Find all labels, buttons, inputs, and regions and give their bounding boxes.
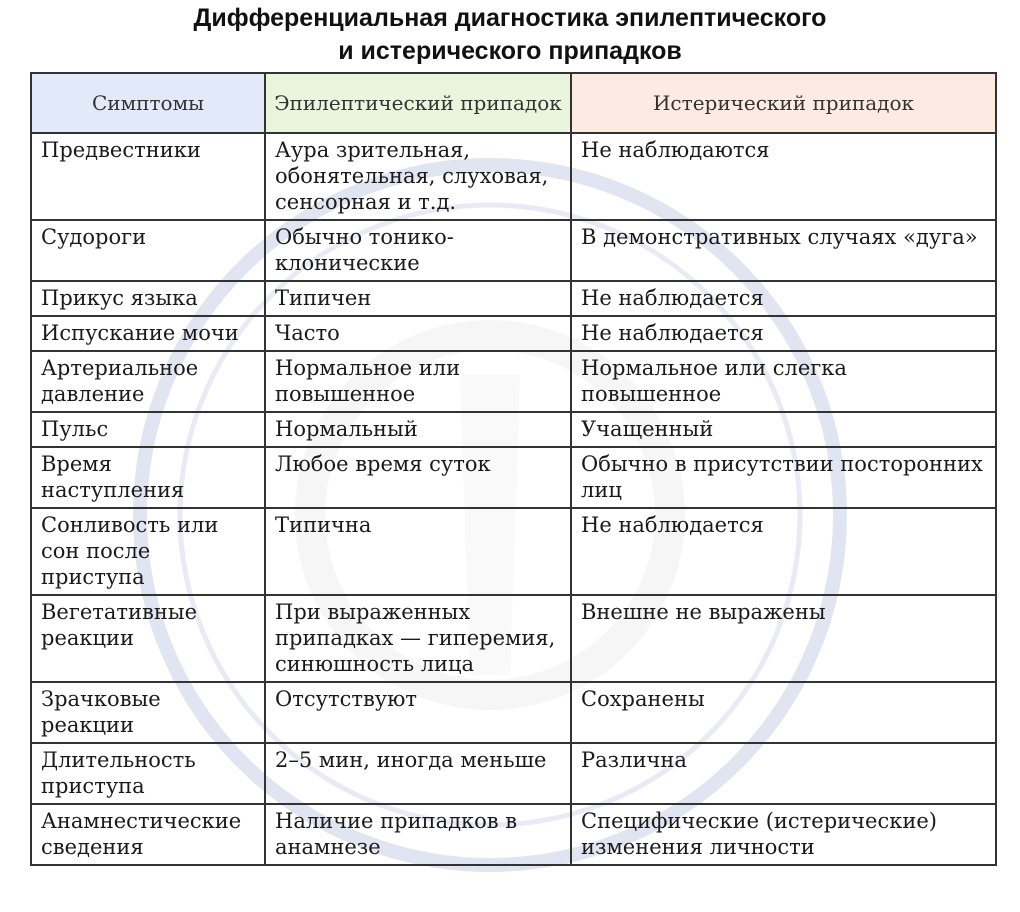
table-row [31,508,996,595]
table-row [31,281,996,316]
symptom-cell: Пульс [31,412,265,447]
table-row [31,804,996,865]
symptom-cell: Артериальное давление [31,351,265,412]
epileptic-cell: При выраженных припадках — гиперемия, синюшность лица [265,595,571,682]
hysterical-cell: Внешне не выражены [571,595,996,682]
hysterical-cell: Обычно в присутствии посторонних лиц [571,447,996,508]
epileptic-cell: Типичен [265,281,571,316]
table-row [31,316,996,351]
symptom-cell: Судороги [31,220,265,281]
table-row [31,447,996,508]
symptom-cell: Анамнестические сведения [31,804,265,865]
epileptic-cell: Типична [265,508,571,595]
epileptic-cell: Любое время суток [265,447,571,508]
page-title [0,2,1020,68]
hysterical-cell: Сохранены [571,682,996,743]
header-symptoms: Симптомы [31,73,265,133]
symptom-cell: Испускание мочи [31,316,265,351]
hysterical-cell: Не наблюдается [571,316,996,351]
hysterical-cell: Не наблюдается [571,281,996,316]
table-row [31,412,996,447]
symptom-cell: Вегетативные реакции [31,595,265,682]
symptom-cell: Зрачковые реакции [31,682,265,743]
hysterical-cell: Не наблюдаются [571,133,996,220]
epileptic-cell: Обычно тонико-клонические [265,220,571,281]
table-header-row [31,73,996,133]
hysterical-cell: В демонстративных случаях «дуга» [571,220,996,281]
symptom-cell: Прикус языка [31,281,265,316]
header-epileptic: Эпилептический припадок [265,73,571,133]
title-line-2: и истерического припадков [338,37,682,65]
hysterical-cell: Учащенный [571,412,996,447]
header-hysterical: Истерический припадок [571,73,996,133]
hysterical-cell: Различна [571,743,996,804]
symptom-cell: Предвестники [31,133,265,220]
hysterical-cell: Не наблюдается [571,508,996,595]
table-row [31,220,996,281]
epileptic-cell: Аура зрительная, обонятельная, слуховая, сенсорная и т.д. [265,133,571,220]
epileptic-cell: Часто [265,316,571,351]
hysterical-cell: Специфические (истерические) изменения личности [571,804,996,865]
table-row [31,595,996,682]
epileptic-cell: Нормальный [265,412,571,447]
epileptic-cell: 2–5 мин, иногда меньше [265,743,571,804]
table-row [31,351,996,412]
symptom-cell: Сонливость или сон после приступа [31,508,265,595]
epileptic-cell: Наличие припадков в анамнезе [265,804,571,865]
epileptic-cell: Отсутствуют [265,682,571,743]
epileptic-cell: Нормальное или повышенное [265,351,571,412]
symptom-cell: Длительность приступа [31,743,265,804]
table-row [31,682,996,743]
comparison-table [30,72,997,866]
symptom-cell: Время наступления [31,447,265,508]
table-row [31,133,996,220]
table-row [31,743,996,804]
hysterical-cell: Нормальное или слегка повышенное [571,351,996,412]
title-line-1: Дифференциальная диагностика эпилептического [193,4,827,32]
